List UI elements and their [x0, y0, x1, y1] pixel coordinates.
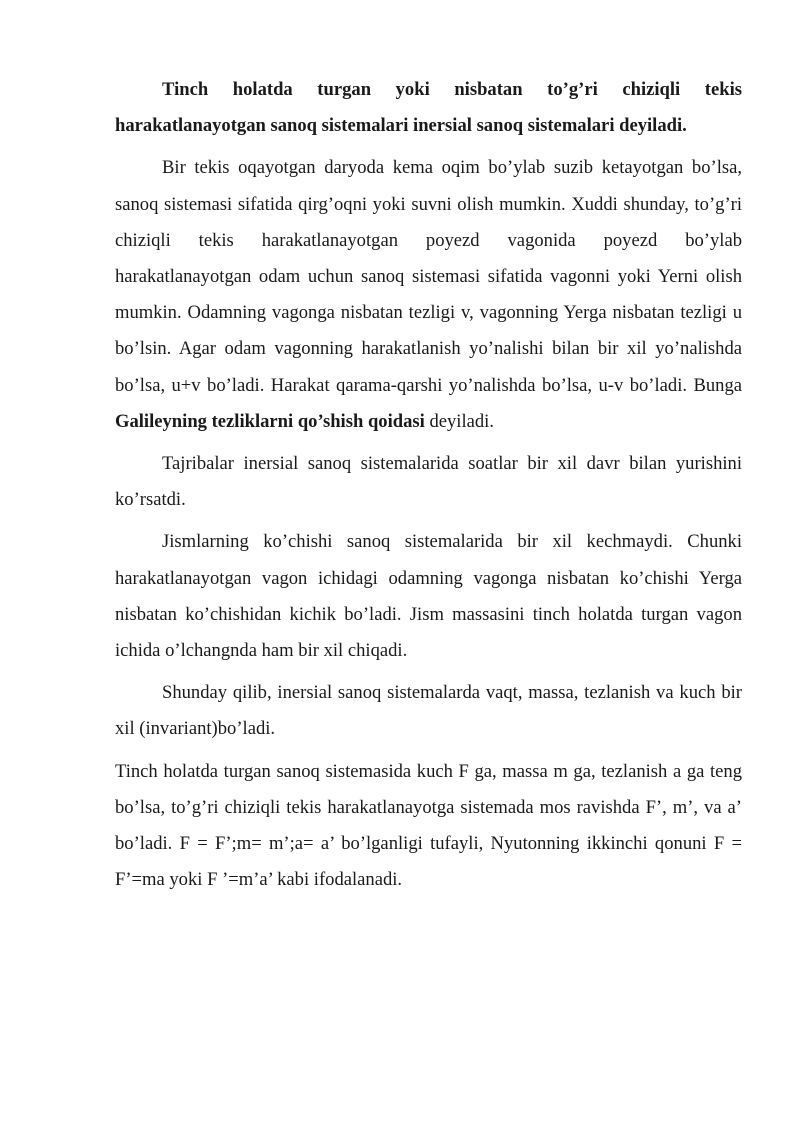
definition-paragraph: Tinch holatda turgan yoki nisbatan to’g’ri chiziqli tekis harakatlanayotgan sanoq sistemalari inersial sanoq sistemalari deyiladi.: [115, 79, 742, 137]
document-page: [115, 72, 742, 898]
galileo-text-after: deyiladi.: [424, 410, 494, 432]
invariant-paragraph: Shunday qilib, inersial sanoq sistemalarda vaqt, massa, tezlanish va kuch bir xil (invariant)bo’ladi.: [115, 682, 742, 740]
galileo-rule-term: Galileyning tezliklarni qo’shish qoidasi: [115, 410, 425, 432]
newton-law-paragraph: Tinch holatda turgan sanoq sistemasida kuch F ga, massa m ga, tezlanish a ga teng bo’lsa, to’g’ri chiziqli tekis harakatlanayotga sistemada mos ravishda F’, m’, va a’ bo’ladi. F = F’;m= m’;a= a’ bo’lganligi tufayli, Nyutonning ikkinchi qonuni F = F’=ma yoki F ’=m’a’ kabi ifodalanadi.: [115, 760, 742, 891]
galileo-text-before: Bir tekis oqayotgan daryoda kema oqim bo’ylab suzib ketayotgan bo’lsa, sanoq sistemasi sifatida qirg’oqni yoki suvni olish mumkin. Xuddi shunday, to’g’ri chiziqli tekis harakatlanayotgan poyezd vagonida poyezd bo’ylab harakatlanayotgan odam uchun sanoq sistemasi sifatida vagonni yoki Yerni olish mumkin. Odamning vagonga nisbatan tezligi v, vagonning Yerga nisbatan tezligi u bo’lsin. Agar odam vagonning harakatlanish yo’nalishi bilan bir xil yo’nalishda bo’lsa, u+v bo’ladi. Harakat qarama-qarshi yo’nalishda bo’lsa, u-v bo’ladi. Bunga: [115, 157, 742, 396]
displacement-paragraph: Jismlarning ko’chishi sanoq sistemalarida bir xil kechmaydi. Chunki harakatlanayotgan vagon ichidagi odamning vagonga nisbatan ko’chishi Yerga nisbatan ko’chishidan kichik bo’ladi. Jism massasini tinch holatda turgan vagon ichida o’lchangnda ham bir xil chiqadi.: [115, 531, 742, 662]
galileo-paragraph: [115, 150, 742, 440]
clocks-paragraph: Tajribalar inersial sanoq sistemalarida soatlar bir xil davr bilan yurishini ko’rsatdi.: [115, 453, 742, 511]
